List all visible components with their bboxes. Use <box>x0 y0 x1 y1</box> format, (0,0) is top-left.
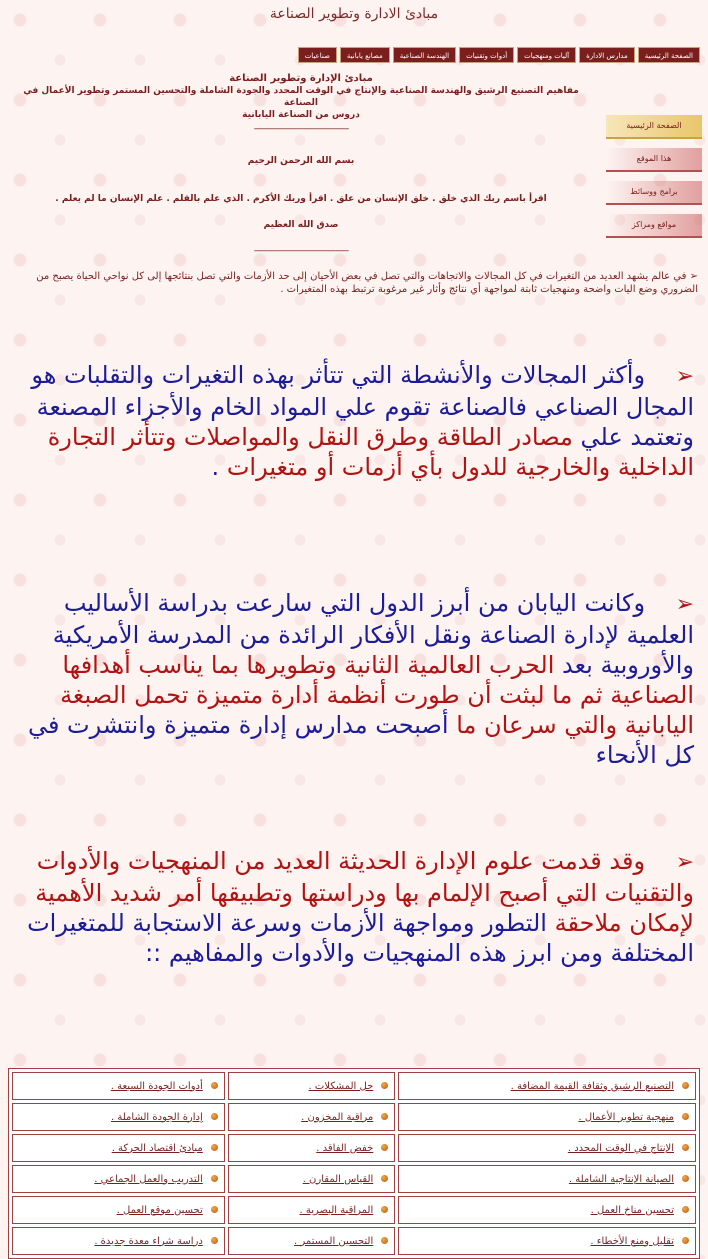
table-cell <box>12 1103 225 1131</box>
bullet-icon <box>211 1175 218 1182</box>
methodology-link[interactable]: الإنتاج في الوقت المحدد . <box>567 1142 674 1154</box>
table-row <box>12 1227 696 1255</box>
methodology-link[interactable]: تقليل ومنع الأخطاء . <box>590 1235 674 1247</box>
intro-block <box>6 73 596 121</box>
methodology-link[interactable]: الصيانة الإنتاجية الشاملة . <box>568 1173 674 1185</box>
bullet-icon <box>381 1175 388 1182</box>
nav-tab-home[interactable]: الصفحة الرئيسية <box>638 47 700 63</box>
nav-tab-management-schools[interactable]: مدارس الادارة <box>579 47 635 63</box>
table-row <box>12 1134 696 1162</box>
nav-tab-japanese-factories[interactable]: مصانع يابانية <box>340 47 390 63</box>
site-title: مبادئ الادارة وتطوير الصناعة <box>269 6 439 22</box>
intro-paragraph-text: في عالم يشهد العديد من التغيرات في كل المجالات والاتجاهات والتي تصل في بعض الأحيان إلى حد الأزمات والتي تصل بنتائجها إلى كل نواحي الحياة يصبح من الضروري وضع اليات واضحة ومنهجيات ثابتة لمواجهة أي نتائج وأثار غير مرغوبة ترتبط بهذه المتغيرات . <box>36 271 698 295</box>
table-cell <box>398 1196 696 1224</box>
methodology-link[interactable]: تحسين مناخ العمل . <box>590 1204 674 1216</box>
intro-paragraph <box>8 270 698 296</box>
table-row <box>12 1165 696 1193</box>
arrow-bullet-icon: ➢ <box>675 850 694 875</box>
table-cell <box>12 1165 225 1193</box>
nav-tab-methodologies[interactable]: آليات ومنهجيات <box>517 47 576 63</box>
paragraph-text-blue: وأكثر المجالات والأنشطة التي تتأثر بهذه التغيرات والتقلبات هو المجال الصناعي فالصناعة تقوم علي المواد الخام والأجزاء المصنعة وتعتمد علي <box>31 361 694 451</box>
methodology-link[interactable]: التصنيع الرشيق وثقافة القيمة المضافة . <box>510 1080 674 1092</box>
table-cell <box>12 1134 225 1162</box>
side-item-sites[interactable]: مواقع ومراكز <box>606 214 702 238</box>
bullet-icon <box>211 1113 218 1120</box>
methodology-link[interactable]: تحسين موقع العمل . <box>116 1204 203 1216</box>
methodology-link[interactable]: خفض الفاقد . <box>316 1142 374 1154</box>
side-item-programs[interactable]: برامج ووسائط <box>606 181 702 205</box>
table-cell <box>228 1072 395 1100</box>
methodology-link[interactable]: دراسة شراء معدة جديدة . <box>94 1235 203 1247</box>
table-cell <box>398 1134 696 1162</box>
table-row <box>12 1103 696 1131</box>
table-cell <box>12 1227 225 1255</box>
paragraph-text-end: . <box>211 453 227 481</box>
table-row <box>12 1072 696 1100</box>
methodology-link[interactable]: مبادئ اقتصاد الحركة . <box>111 1142 203 1154</box>
paragraph-text-red: وقد قدمت علوم الإدارة الحديثة العديد من المنهجيات والأدوات والتقنيات التي أصبح الإلمام بها ودراستها وتطبيقها أمر شديد الأهمية لإمكان ملاحقة <box>35 847 694 937</box>
table-cell <box>228 1134 395 1162</box>
paragraph-text-blue: التطور ومواجهة الأزمات وسرعة الاستجابة للمتغيرات المختلفة ومن ابرز هذه المنهجيات والأدوات والمفاهيم :: <box>27 909 694 967</box>
bullet-icon <box>682 1113 689 1120</box>
methodology-link[interactable]: القياس المقارن . <box>302 1173 374 1185</box>
quran-verse: اقرأ باسم ربك الذي خلق . خلق الإنسان من علق . اقرأ وربك الأكرم . الذي علم بالقلم . علم الإنسان ما لم يعلم . <box>55 194 547 204</box>
paragraph-industry-impact <box>24 360 694 482</box>
separator-line-2: ------------------------------------------ <box>253 246 349 256</box>
bullet-icon <box>381 1206 388 1213</box>
methodology-link[interactable]: المراقبة البصرية . <box>299 1204 374 1216</box>
verse-closing: صدق الله العظيم <box>263 220 339 230</box>
nav-tab-tools[interactable]: أدوات وتقنيات <box>459 47 514 63</box>
methodology-links-table <box>8 1068 700 1259</box>
arrow-bullet-icon: ➢ <box>675 364 694 389</box>
side-navigation <box>606 115 702 247</box>
methodology-link[interactable]: إدارة الجودة الشاملة . <box>111 1111 203 1123</box>
methodology-link[interactable]: أدوات الجودة السبعة . <box>110 1080 203 1092</box>
intro-subtitle: مفاهيم التصنيع الرشيق والهندسة الصناعية والإنتاج في الوقت المحدد والجودة الشاملة والتحسين المستمر وتطوير الأعمال في الصناعة <box>23 86 579 108</box>
table-row <box>12 1196 696 1224</box>
paragraph-japan <box>24 588 694 770</box>
bullet-icon <box>381 1082 388 1089</box>
table-cell <box>228 1103 395 1131</box>
intro-title: مبادئ الإدارة وتطوير الصناعة <box>229 73 373 84</box>
table-cell <box>398 1103 696 1131</box>
table-cell <box>12 1196 225 1224</box>
arrow-bullet-icon: ➢ <box>689 271 698 282</box>
top-navigation <box>298 47 700 63</box>
bullet-icon <box>381 1144 388 1151</box>
bullet-icon <box>682 1144 689 1151</box>
table-cell <box>398 1072 696 1100</box>
table-cell <box>228 1227 395 1255</box>
bullet-icon <box>682 1206 689 1213</box>
methodology-link[interactable]: منهجية تطوير الأعمال . <box>578 1111 674 1123</box>
paragraph-methodologies <box>24 846 694 968</box>
bullet-icon <box>211 1237 218 1244</box>
table-cell <box>12 1072 225 1100</box>
nav-tab-industries[interactable]: صناعيات <box>298 47 337 63</box>
bullet-icon <box>211 1206 218 1213</box>
bullet-icon <box>682 1082 689 1089</box>
nav-tab-industrial-engineering[interactable]: الهندسة الصناعية <box>393 47 456 63</box>
table-cell <box>228 1196 395 1224</box>
paragraph-text-red: الحرب العالمية الثانية وتطويرها بما يناسب أهدافها الصناعية ثم ما لبثت أن طورت أنظمة أدارة متميزة تحمل الصبغة اليابانية والتي سرعان ما <box>60 651 694 739</box>
table-cell <box>398 1227 696 1255</box>
side-item-home[interactable]: الصفحة الرئيسية <box>606 115 702 139</box>
bullet-icon <box>682 1237 689 1244</box>
methodology-link[interactable]: حل المشكلات . <box>308 1080 374 1092</box>
methodology-link[interactable]: التدريب والعمل الجماعي . <box>94 1173 203 1185</box>
methodology-link[interactable]: مراقبة المخزون . <box>301 1111 374 1123</box>
table-cell <box>398 1165 696 1193</box>
basmala: بسم الله الرحمن الرحيم <box>247 156 355 166</box>
methodology-link[interactable]: التحسين المستمر . <box>294 1235 374 1247</box>
intro-tagline: دروس من الصناعة اليابانية <box>242 110 360 120</box>
bullet-icon <box>211 1144 218 1151</box>
arrow-bullet-icon: ➢ <box>675 592 694 617</box>
side-item-about[interactable]: هذا الموقع <box>606 148 702 172</box>
bullet-icon <box>682 1175 689 1182</box>
bullet-icon <box>381 1113 388 1120</box>
separator-line: ------------------------------------------ <box>253 124 349 134</box>
bullet-icon <box>211 1082 218 1089</box>
paragraph-text-red: مصادر الطاقة وطرق النقل والمواصلات وتتأثر التجارة الداخلية والخارجية للدول بأي أزمات أو متغيرات <box>47 423 694 481</box>
table-cell <box>228 1165 395 1193</box>
paragraph-text-blue-2: أصبحت مدارس إدارة متميزة وانتشرت في كل الأنحاء <box>27 711 694 769</box>
paragraph-text-blue: وكانت اليابان من أبرز الدول التي سارعت بدراسة الأساليب العلمية لإدارة الصناعة ونقل الأفكار الرائدة من المدرسة الأمريكية والأوروبية بعد <box>52 589 694 679</box>
bullet-icon <box>381 1237 388 1244</box>
